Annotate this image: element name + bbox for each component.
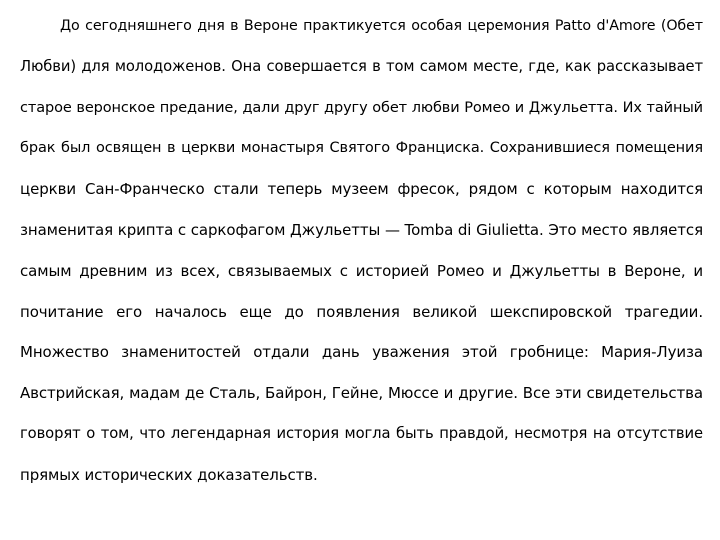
paragraph-line-2: Любви) для молодоженов. Она совершается в том самом месте, где, как рассказывает xyxy=(20,57,703,75)
paragraph-line-12: прямых исторических доказательств. xyxy=(20,465,318,484)
paragraph-line-4: брак был освящен в церкви монастыря Святого Франциска. Сохранившиеся помещения xyxy=(20,140,703,157)
paragraph-line-10: Австрийская, мадам де Сталь, Байрон, Гейне, Мюссе и другие. Все эти свидетельства xyxy=(20,384,703,403)
paragraph-line-1: До сегодняшнего дня в Вероне практикуется особая церемония Patto d'Amore (Обет xyxy=(60,18,703,34)
paragraph-line-3: старое веронское предание, дали друг другу обет любви Ромео и Джульетта. Их тайный xyxy=(20,99,703,116)
body-paragraph xyxy=(20,9,703,499)
paragraph-line-5: церкви Сан-Франческо стали теперь музеем фресок, рядом с которым находится xyxy=(20,180,703,199)
paragraph-line-9: Множество знаменитостей отдали дань уважения этой гробнице: Мария-Луиза xyxy=(20,343,703,362)
paragraph-line-8: почитание его началось еще до появления великой шекспировской трагедии. xyxy=(20,302,703,321)
paragraph-line-6: знаменитая крипта с саркофагом Джульетты — Tomba di Giulietta. Это место является xyxy=(20,220,703,239)
paragraph-line-7: самым древним из всех, связываемых с историей Ромео и Джульетты в Вероне, и xyxy=(20,261,703,280)
paragraph-line-11: говорят о том, что легендарная история могла быть правдой, несмотря на отсутствие xyxy=(20,424,703,442)
